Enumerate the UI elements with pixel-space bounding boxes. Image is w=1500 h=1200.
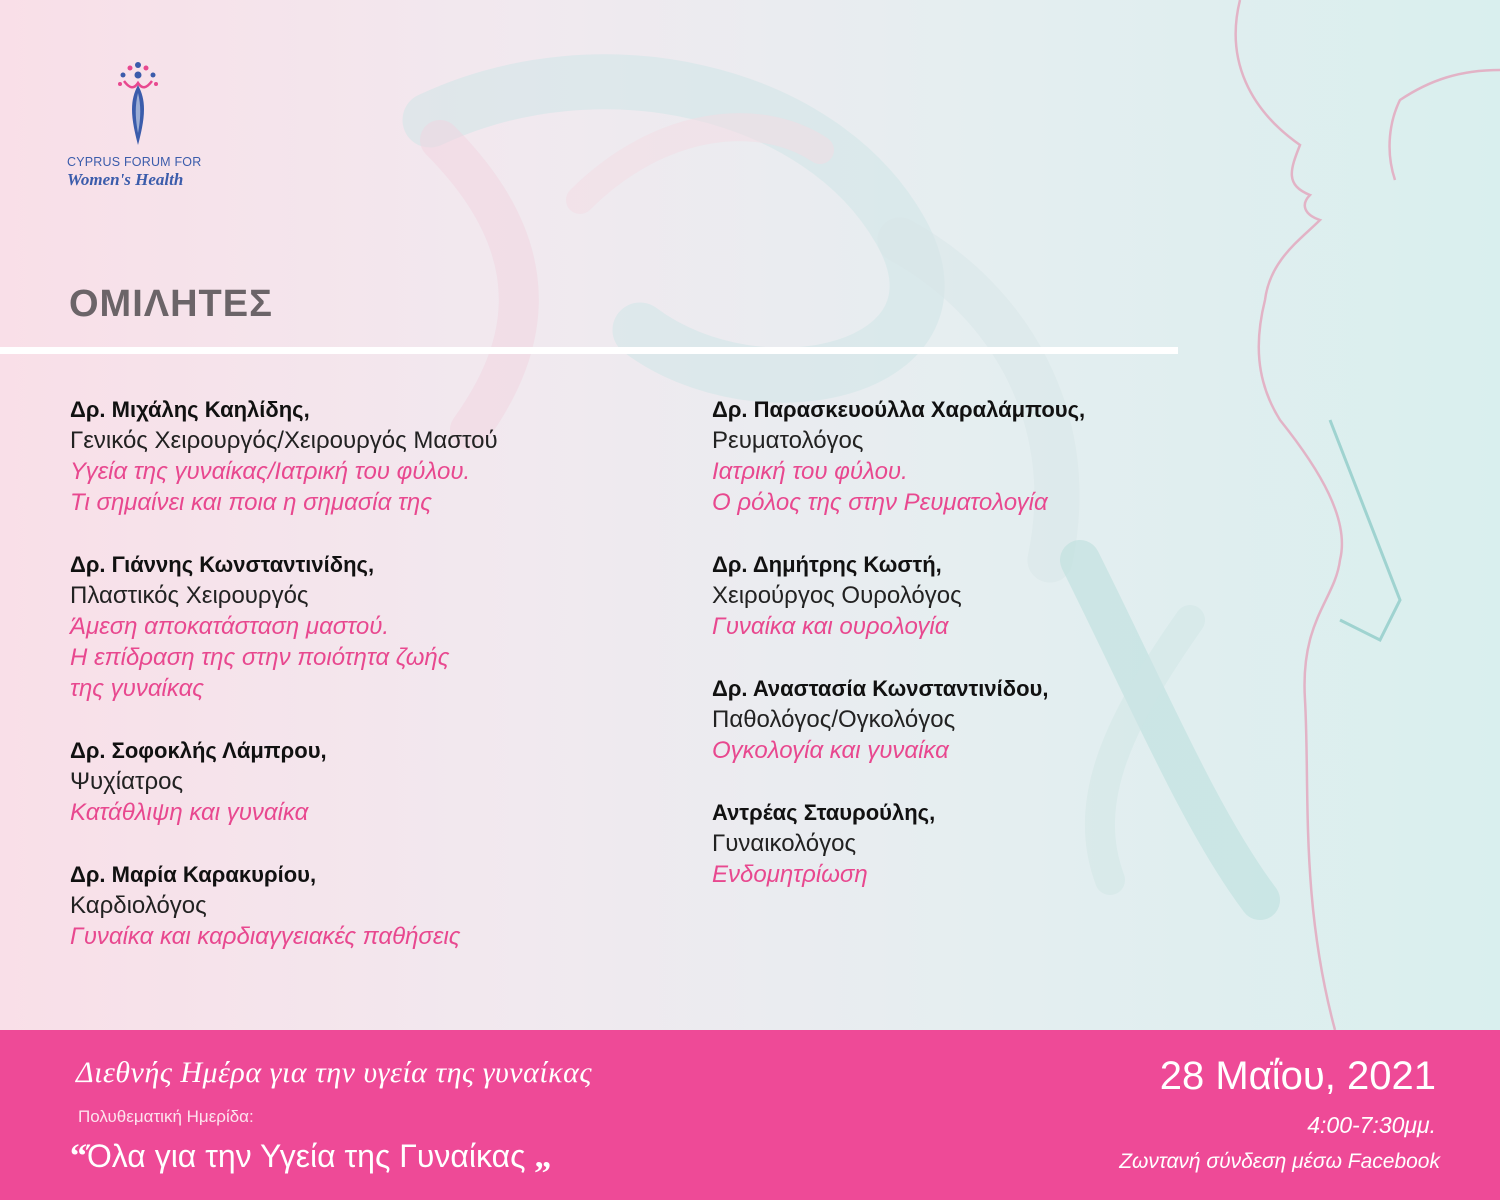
speaker-topic: Άμεση αποκατάσταση μαστού. Η επίδραση της στην ποιότητα ζωής της γυναίκας bbox=[70, 613, 450, 702]
speaker-topic: Υγεία της γυναίκας/Ιατρική του φύλου. Τι σημαίνει και ποια η σημασία της bbox=[70, 458, 471, 516]
speaker-name: Αντρέας Σταυρούλης, bbox=[712, 800, 936, 825]
logo-figure-icon bbox=[108, 55, 168, 150]
event-footer bbox=[0, 1030, 1500, 1200]
speaker-topic: Ενδομητρίωση bbox=[712, 861, 868, 888]
speaker-role: Γυναικολόγος bbox=[712, 830, 857, 857]
logo-text-line1: CYPRUS FORUM FOR bbox=[67, 155, 202, 169]
event-theme-text: Όλα για την Υγεία της Γυναίκας bbox=[87, 1138, 526, 1174]
event-live-note: Ζωντανή σύνδεση μέσω Facebook bbox=[1119, 1150, 1440, 1173]
speaker-name: Δρ. Δημήτρης Κωστή, bbox=[712, 552, 942, 577]
speaker-role: Γενικός Χειρουργός/Χειρουργός Μαστού bbox=[70, 427, 498, 454]
speaker-name: Δρ. Μαρία Καρακυρίου, bbox=[70, 862, 317, 887]
speakers-right-column bbox=[712, 394, 1232, 921]
speaker-name: Δρ. Γιάννης Κωνσταντινίδης, bbox=[70, 552, 375, 577]
event-time: 4:00-7:30μμ. bbox=[1307, 1112, 1436, 1138]
speakers-left-column bbox=[70, 394, 690, 983]
speaker-role: Ψυχίατρος bbox=[70, 768, 184, 795]
speaker-entry bbox=[712, 673, 1232, 766]
event-subtitle: Πολυθεματική Ημερίδα: bbox=[78, 1107, 254, 1126]
open-quote: “ bbox=[70, 1138, 87, 1175]
speaker-role: Πλαστικός Χειρουργός bbox=[70, 582, 309, 609]
event-theme bbox=[70, 1138, 551, 1176]
speaker-topic: Γυναίκα και ουρολογία bbox=[712, 613, 949, 640]
speaker-entry bbox=[712, 797, 1232, 890]
speaker-role: Καρδιολόγος bbox=[70, 892, 207, 919]
speaker-role: Παθολόγος/Ογκολόγος bbox=[712, 706, 956, 733]
divider bbox=[0, 347, 1178, 354]
speaker-topic: Κατάθλιψη και γυναίκα bbox=[70, 799, 309, 826]
speaker-entry bbox=[70, 394, 690, 518]
speaker-topic: Ογκολογία και γυναίκα bbox=[712, 737, 949, 764]
speaker-entry bbox=[70, 859, 690, 952]
speaker-role: Χειρούργος Ουρολόγος bbox=[712, 582, 962, 609]
speaker-entry bbox=[712, 394, 1232, 518]
logo-text-line2: Women's Health bbox=[67, 170, 184, 189]
speaker-name: Δρ. Παρασκευούλλα Χαραλάμπους, bbox=[712, 397, 1086, 422]
speaker-role: Ρευματολόγος bbox=[712, 427, 864, 454]
page-title: ΟΜΙΛΗΤΕΣ bbox=[69, 283, 273, 325]
speaker-entry bbox=[70, 735, 690, 828]
speaker-entry bbox=[70, 549, 690, 704]
close-quote: „ bbox=[534, 1138, 552, 1175]
speaker-topic: Γυναίκα και καρδιαγγειακές παθήσεις bbox=[70, 923, 461, 950]
speaker-entry bbox=[712, 549, 1232, 642]
speaker-name: Δρ. Αναστασία Κωνσταντινίδου, bbox=[712, 676, 1049, 701]
event-title: Διεθνής Ημέρα για την υγεία της γυναίκας bbox=[76, 1056, 592, 1089]
speaker-name: Δρ. Σοφοκλής Λάμπρου, bbox=[70, 738, 327, 763]
event-date: 28 Μαΐου, 2021 bbox=[1159, 1054, 1436, 1098]
speaker-name: Δρ. Μιχάλης Καηλίδης, bbox=[70, 397, 310, 422]
speaker-topic: Ιατρική του φύλου. Ο ρόλος της στην Ρευματολογία bbox=[712, 458, 1048, 516]
